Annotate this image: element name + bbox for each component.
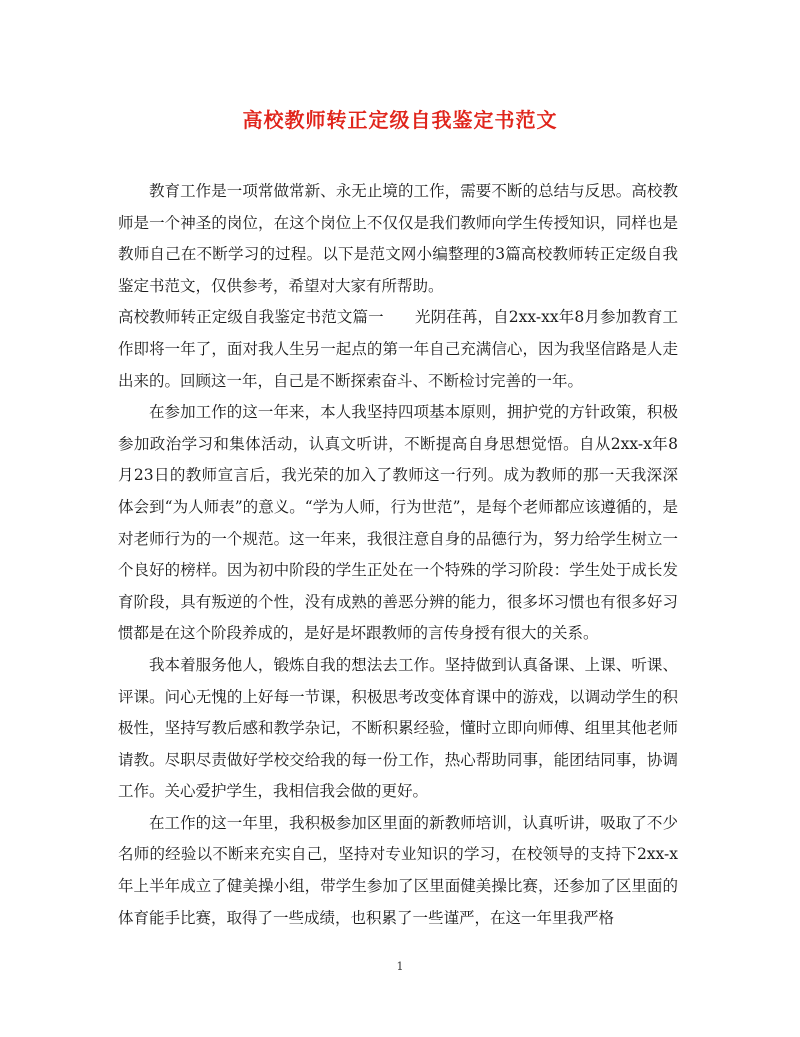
section-one-paragraph: 高校教师转正定级自我鉴定书范文篇一 光阴荏苒，自2xx-xx年8月参加教育工作即将一年了，面对我人生另一起点的第一年自己充满信心，因为我坚信路是人走出来的。回顾这一年，自己是不断探索奋斗、不断检讨完善的一年。 <box>118 308 678 390</box>
intro-paragraph: 教育工作是一项常做常新、永无止境的工作，需要不断的总结与反思。高校教师是一个神圣的岗位，在这个岗位上不仅仅是我们教师向学生传授知识，同样也是教师自己在不断学习的过程。以下是范文网小编整理的3篇高校教师转正定级自我鉴定书范文，仅供参考，希望对大家有所帮助。 <box>118 182 678 295</box>
body-paragraph: 在工作的这一年里，我积极参加区里面的新教师培训，认真听讲，吸取了不少名师的经验以不断来充实自己，坚持对专业知识的学习，在校领导的支持下2xx-x年上半年成立了健美操小组，带学生参加了区里面健美操比赛，还参加了区里面的体育能手比赛，取得了一些成绩，也积累了一些谨严，在这一年里我严格 <box>118 813 678 927</box>
body-paragraph: 我本着服务他人，锻炼自我的想法去工作。坚持做到认真备课、上课、听课、评课。问心无愧的上好每一节课，积极思考改变体育课中的游戏，以调动学生的积极性，坚持写教后感和教学杂记，不断积累经验，懂时立即向师傅、组里其他老师请教。尽职尽责做好学校交给我的每一份工作，热心帮助同事，能团结同事，协调工作。关心爱护学生，我相信我会做的更好。 <box>118 655 678 801</box>
document-title: 高校教师转正定级自我鉴定书范文 <box>242 108 558 132</box>
document-body <box>118 176 678 934</box>
page-number: 1 <box>396 960 404 973</box>
body-paragraph: 在参加工作的这一年来，本人我坚持四项基本原则，拥护党的方针政策，积极参加政治学习和集体活动，认真文听讲，不断提高自身思想觉悟。自从2xx-x年8月23日的教师宣言后，我光荣的加入了教师这一行列。成为教师的那一天我深深体会到“为人师表”的意义。“学为人师，行为世范”，是每个老师都应该遵循的，是对老师行为的一个规范。这一年来，我很注意自身的品德行为，努力给学生树立一个良好的榜样。因为初中阶段的学生正处在一个特殊的学习阶段：学生处于成长发育阶段，具有叛逆的个性，没有成熟的善恶分辨的能力，很多坏习惯也有很多好习惯都是在这个阶段养成的，是好是坏跟教师的言传身授有很大的关系。 <box>118 403 678 643</box>
